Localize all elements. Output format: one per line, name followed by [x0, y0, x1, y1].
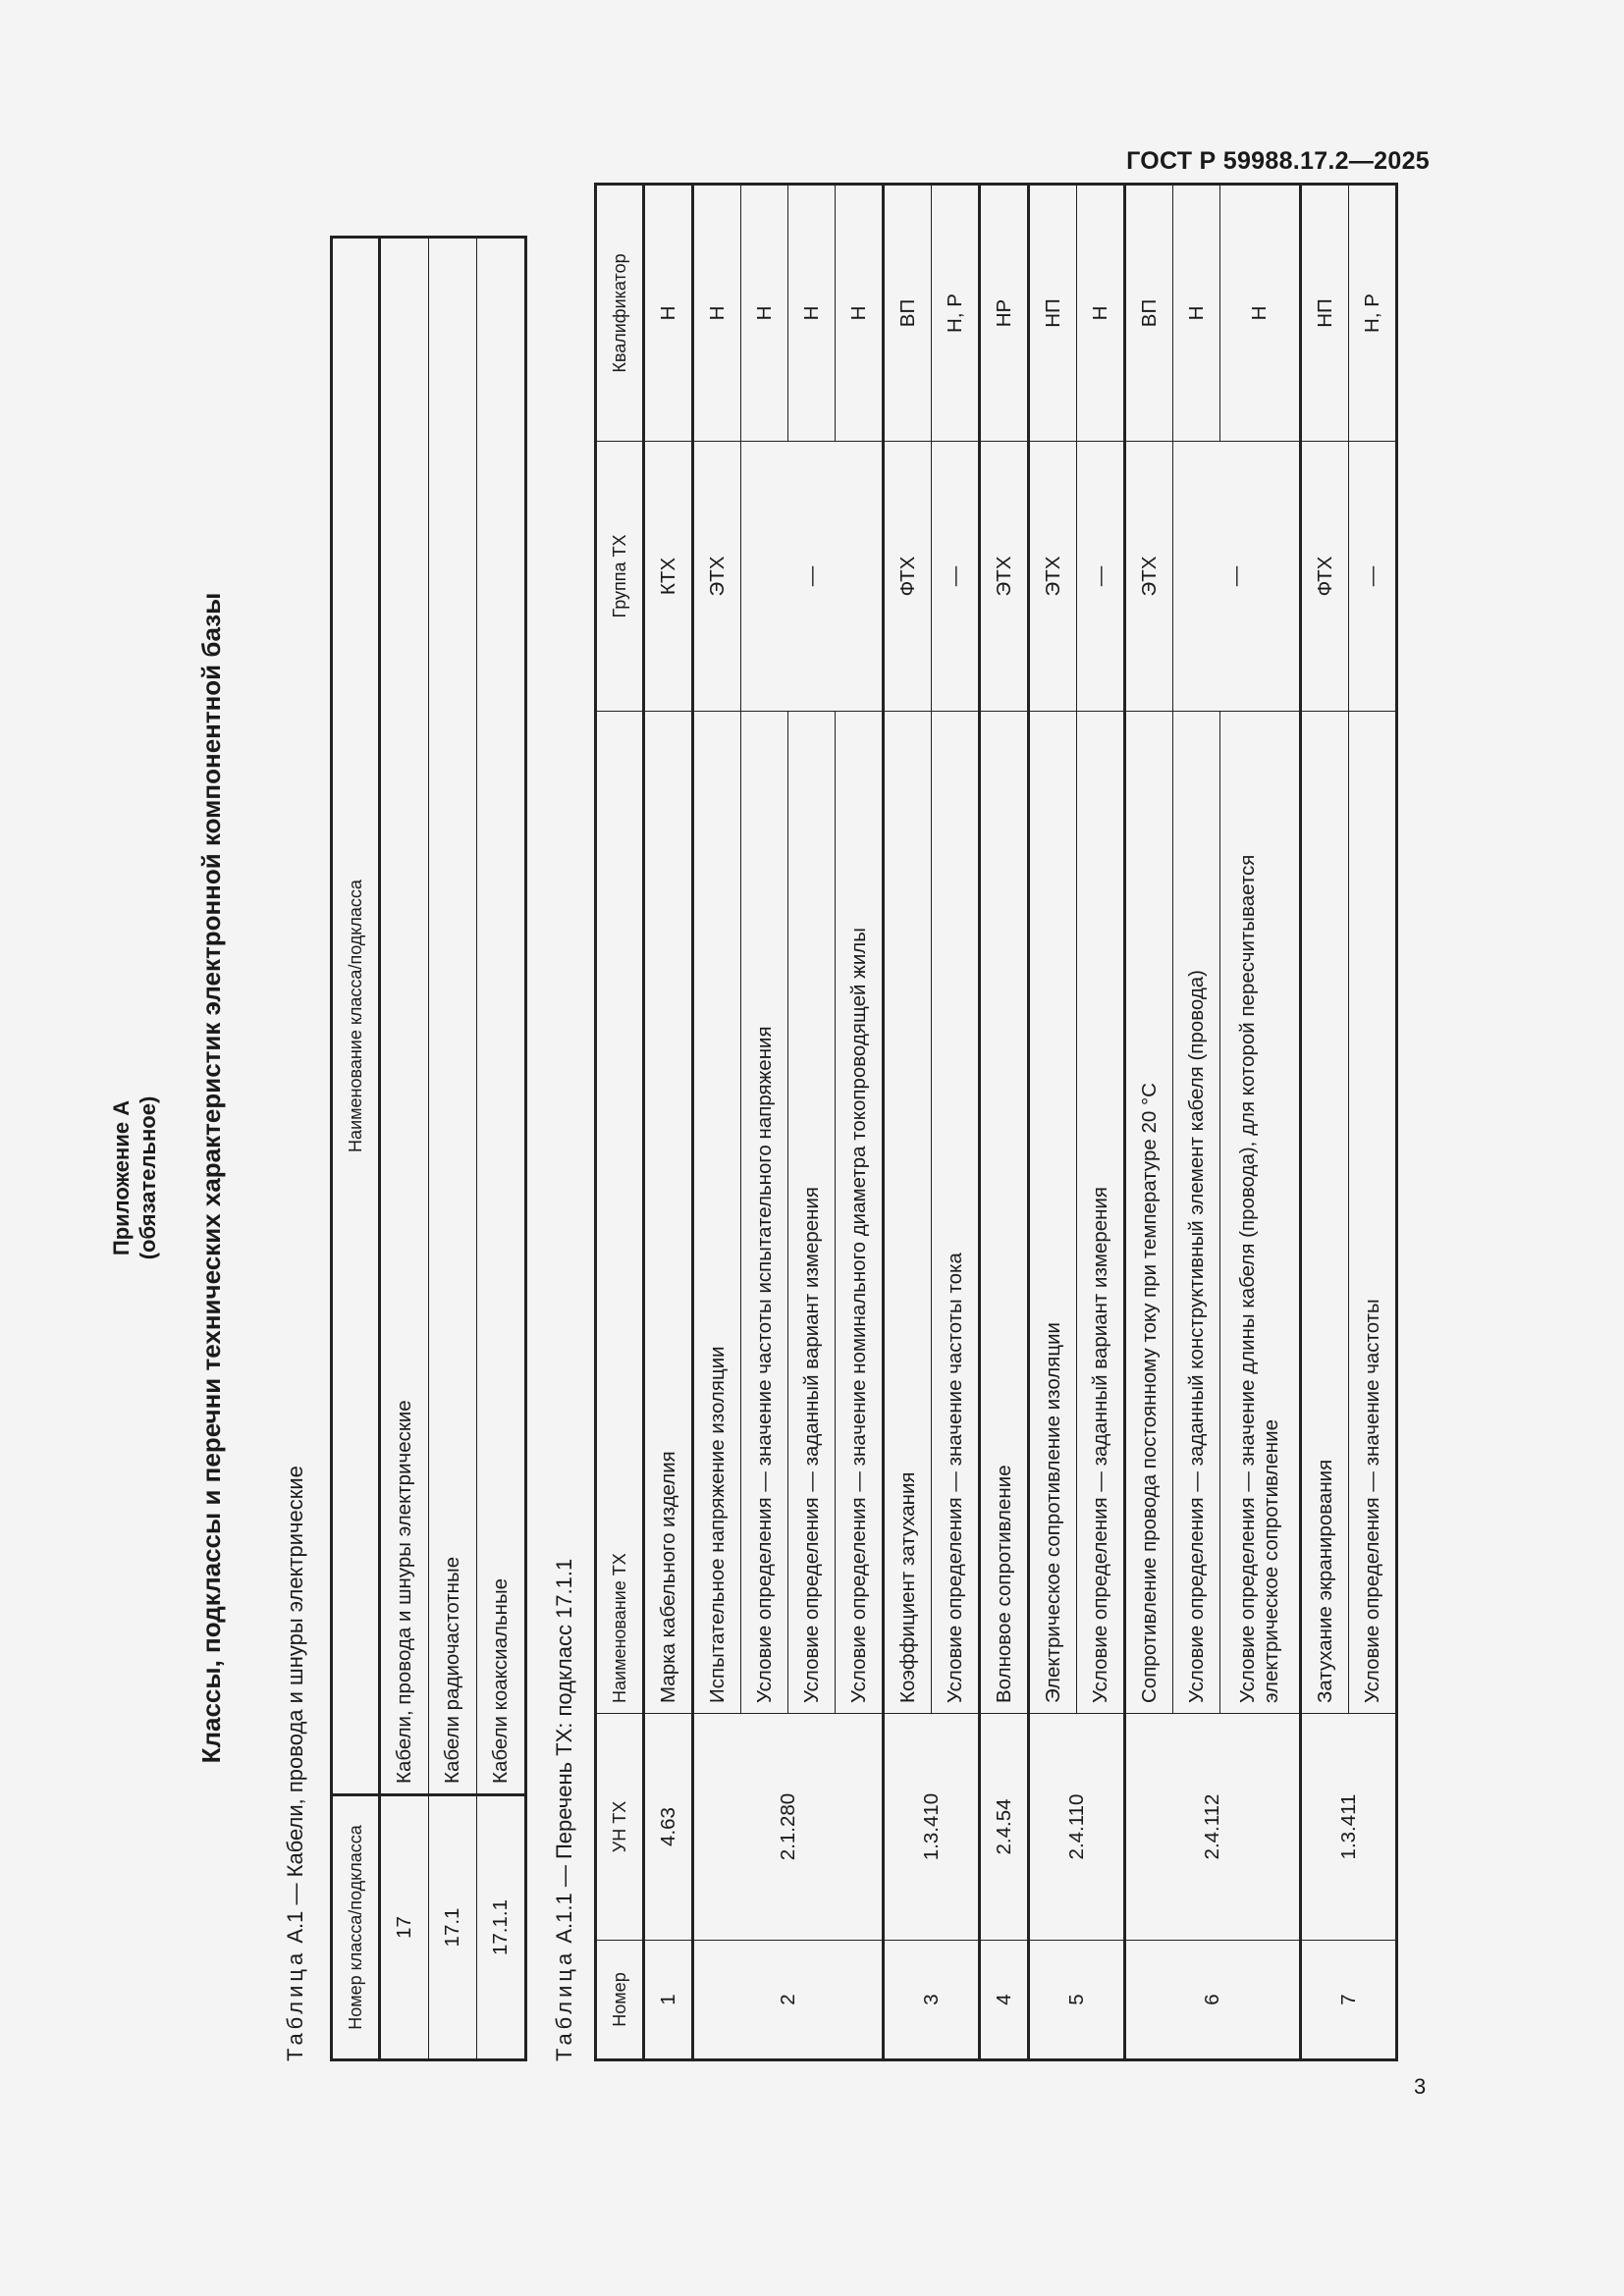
row-qualifier: ВП [884, 185, 932, 442]
row-name: Сопротивление провода постоянному току при температуре 20 °С [1125, 712, 1173, 1714]
row-qualifier: Н [644, 185, 693, 442]
row-qualifier: Н [1220, 185, 1301, 442]
row-name: Затухание экранирования [1301, 712, 1349, 1714]
row-qualifier: Н [788, 185, 836, 442]
caption-text: А.1.1 — Перечень ТХ: подкласс 17.1.1 [552, 1558, 576, 1949]
row-group: — [1173, 442, 1301, 712]
table-header-row [596, 185, 644, 2060]
header-class-name: Наименование класса/подкласса [332, 238, 380, 1795]
class-number: 17 [380, 1795, 429, 2060]
header-number: Номер [596, 1941, 644, 2060]
page-number: 3 [1414, 2074, 1427, 2099]
table-row [693, 185, 741, 2060]
row-group: — [932, 442, 980, 712]
table-row [1301, 185, 1349, 2060]
row-un: 1.3.411 [1301, 1714, 1397, 1941]
row-un: 2.4.110 [1029, 1714, 1125, 1941]
row-number: 1 [644, 1941, 693, 2060]
row-group: — [741, 442, 884, 712]
row-name: Условие определения — значение номинального диаметра токопроводящей жилы [836, 712, 884, 1714]
appendix-status: (обязательное) [135, 1095, 160, 1260]
row-un: 4.63 [644, 1714, 693, 1941]
row-name: Условие определения — значение частоты [1349, 712, 1397, 1714]
row-group: — [1077, 442, 1125, 712]
class-name: Кабели коаксиальные [477, 238, 526, 1795]
table-row [429, 238, 477, 2060]
row-qualifier: Н [1077, 185, 1125, 442]
row-name: Волновое сопротивление [980, 712, 1029, 1714]
row-qualifier: Н, Р [932, 185, 980, 442]
row-name: Условие определения — значение частоты испытательного напряжения [741, 712, 788, 1714]
row-group: ЭТХ [1029, 442, 1077, 712]
row-qualifier: Н [1173, 185, 1220, 442]
characteristics-table [594, 183, 1398, 2061]
row-qualifier: Н, Р [1349, 185, 1397, 442]
row-qualifier: НР [980, 185, 1029, 442]
table2-caption [552, 1559, 577, 2061]
row-group: ЭТХ [1125, 442, 1173, 712]
row-name: Условие определения — заданный вариант измерения [788, 712, 836, 1714]
row-un: 1.3.410 [884, 1714, 980, 1941]
row-qualifier: Н [693, 185, 741, 442]
table1-caption [283, 1466, 308, 2061]
row-qualifier: ВП [1125, 185, 1173, 442]
row-name: Условие определения — значение частоты тока [932, 712, 980, 1714]
row-number: 7 [1301, 1941, 1397, 2060]
row-name: Условие определения — заданный вариант измерения [1077, 712, 1125, 1714]
row-qualifier: НП [1301, 185, 1349, 442]
class-number: 17.1 [429, 1795, 477, 2060]
row-name: Испытательное напряжение изоляции [693, 712, 741, 1714]
table-row [477, 238, 526, 2060]
row-un: 2.4.112 [1125, 1714, 1301, 1941]
class-name: Кабели, провода и шнуры электрические [380, 238, 429, 1795]
table-row [380, 238, 429, 2060]
row-name: Коэффициент затухания [884, 712, 932, 1714]
row-number: 4 [980, 1941, 1029, 2060]
row-qualifier: НП [1029, 185, 1077, 442]
class-number: 17.1.1 [477, 1795, 526, 2060]
row-name: Условие определения — заданный конструктивный элемент кабеля (провода) [1173, 712, 1220, 1714]
row-un: 2.4.54 [980, 1714, 1029, 1941]
row-group: ФТХ [1301, 442, 1349, 712]
classes-table [330, 236, 527, 2061]
table-row [884, 185, 932, 2060]
row-group: ФТХ [884, 442, 932, 712]
class-name: Кабели радиочастотные [429, 238, 477, 1795]
row-qualifier: Н [741, 185, 788, 442]
row-qualifier: Н [836, 185, 884, 442]
table-row [1125, 185, 1173, 2060]
table-row [980, 185, 1029, 2060]
row-name: Марка кабельного изделия [644, 712, 693, 1714]
header-class-number: Номер класса/подкласса [332, 1795, 380, 2060]
row-number: 5 [1029, 1941, 1125, 2060]
caption-word: Таблица [283, 1949, 307, 2061]
header-name: Наименование ТХ [596, 712, 644, 1714]
appendix-heading [108, 294, 161, 2061]
row-group: КТХ [644, 442, 693, 712]
row-group: — [1349, 442, 1397, 712]
rotated-content [98, 253, 1383, 2061]
document-id: ГОСТ Р 59988.17.2—2025 [1126, 147, 1430, 175]
row-number: 6 [1125, 1941, 1301, 2060]
table-header-row [332, 238, 380, 2060]
row-un: 2.1.280 [693, 1714, 884, 1941]
row-name: Электрическое сопротивление изоляции [1029, 712, 1077, 1714]
table-row [1029, 185, 1077, 2060]
row-group: ЭТХ [980, 442, 1029, 712]
header-un: УН ТХ [596, 1714, 644, 1941]
table-row [644, 185, 693, 2060]
header-qualifier: Квалификатор [596, 185, 644, 442]
row-group: ЭТХ [693, 442, 741, 712]
row-number: 2 [693, 1941, 884, 2060]
row-name: Условие определения — значение длины кабеля (провода), для которой пересчитывается электрическое сопротивление [1220, 712, 1301, 1714]
section-title: Классы, подклассы и перечни технических характеристик электронной компонентной базы [196, 592, 226, 1764]
caption-word: Таблица [552, 1949, 576, 2061]
row-number: 3 [884, 1941, 980, 2060]
header-group: Группа ТХ [596, 442, 644, 712]
appendix-title: Приложение А [109, 1099, 134, 1256]
caption-text: А.1 — Кабели, провода и шнуры электрические [283, 1466, 307, 1949]
